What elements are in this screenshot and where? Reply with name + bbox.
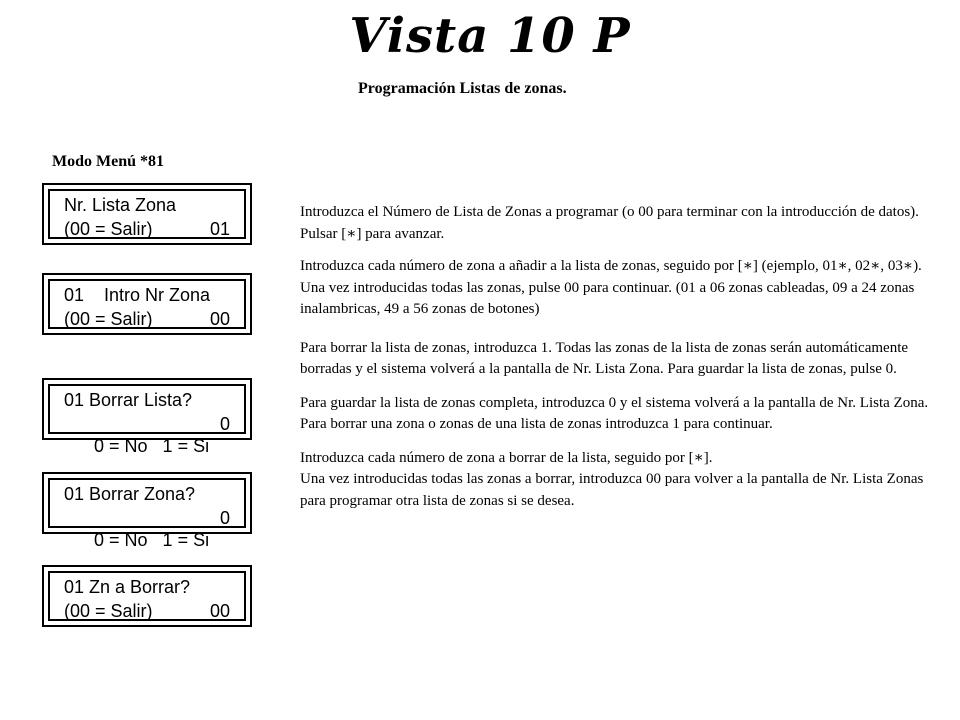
lcd-line-1: 01 Intro Nr Zona bbox=[64, 285, 211, 305]
lcd-line-2 bbox=[64, 507, 230, 550]
paragraph-1: Introduzca el Número de Lista de Zonas a programar (o 00 para terminar con la introducción de datos). Pulsar [∗] para avanzar. bbox=[300, 204, 919, 242]
lcd-line-2-left: (00 = Salir) bbox=[64, 219, 153, 239]
lcd-line-1: 01 Borrar Zona? bbox=[64, 484, 196, 504]
instructions bbox=[300, 202, 930, 522]
lcd-line-2-right: 00 bbox=[209, 309, 230, 329]
lcd-line-2-left: (00 = Salir) bbox=[64, 309, 153, 329]
lcd-line-1: Nr. Lista Zona bbox=[64, 195, 177, 215]
lcd-display-4 bbox=[42, 472, 252, 550]
lcd-line-2-right: 00 bbox=[209, 601, 230, 621]
page-subtitle: Programación Listas de zonas. bbox=[358, 80, 567, 97]
lcd-line-2-right: 01 bbox=[209, 219, 230, 239]
lcd-line-2-right: 0 bbox=[219, 508, 230, 528]
lcd-line-1: 01 Borrar Lista? bbox=[64, 390, 193, 410]
lcd-display-1 bbox=[42, 183, 252, 245]
paragraph-5: Introduzca cada número de zona a borrar de la lista, seguido por [∗]. Una vez introducidas todas las zonas a borrar, introduzca 00 para volver a la pantalla de Nr. Lista Zonas para programar otra lista de zonas si se desea. bbox=[300, 449, 924, 509]
lcd-line-2 bbox=[64, 413, 230, 456]
lcd-line-2-left: 0 = No 1 = Si bbox=[94, 436, 210, 456]
paragraph-4: Para guardar la lista de zonas completa, introduzca 0 y el sistema volverá a la pantalla de Nr. Lista Zona. Para borrar una zona o zonas de una lista de zonas introduzca 1 para continuar. bbox=[300, 394, 929, 432]
lcd-line-2-right: 0 bbox=[219, 414, 230, 434]
lcd-line-2 bbox=[64, 308, 230, 330]
page-title: Vista 10 P bbox=[349, 8, 631, 64]
lcd-display-2 bbox=[42, 273, 252, 335]
lcd-line-2 bbox=[64, 218, 230, 240]
lcd-line-2-left: 0 = No 1 = Si bbox=[94, 530, 210, 550]
lcd-line-1: 01 Zn a Borrar? bbox=[64, 577, 191, 597]
mode-label: Modo Menú *81 bbox=[52, 153, 164, 170]
lcd-display-5 bbox=[42, 565, 252, 627]
lcd-line-2-left: (00 = Salir) bbox=[64, 601, 153, 621]
lcd-line-2 bbox=[64, 600, 230, 622]
lcd-display-3 bbox=[42, 378, 252, 456]
paragraph-3: Para borrar la lista de zonas, introduzca 1. Todas las zonas de la lista de zonas serán automáticamente borradas y el sistema volverá a la pantalla de Nr. Lista Zona. Para guardar la lista de zonas, pulse 0. bbox=[300, 339, 909, 377]
paragraph-2: Introduzca cada número de zona a añadir a la lista de zonas, seguido por [∗] (ejemplo, 01∗, 02∗, 03∗). Una vez introducidas todas las zonas, pulse 00 para continuar. (01 a 06 zonas cableadas, 09 a 24 zonas inalambricas, 49 a 56 zonas de botones) bbox=[300, 258, 922, 317]
